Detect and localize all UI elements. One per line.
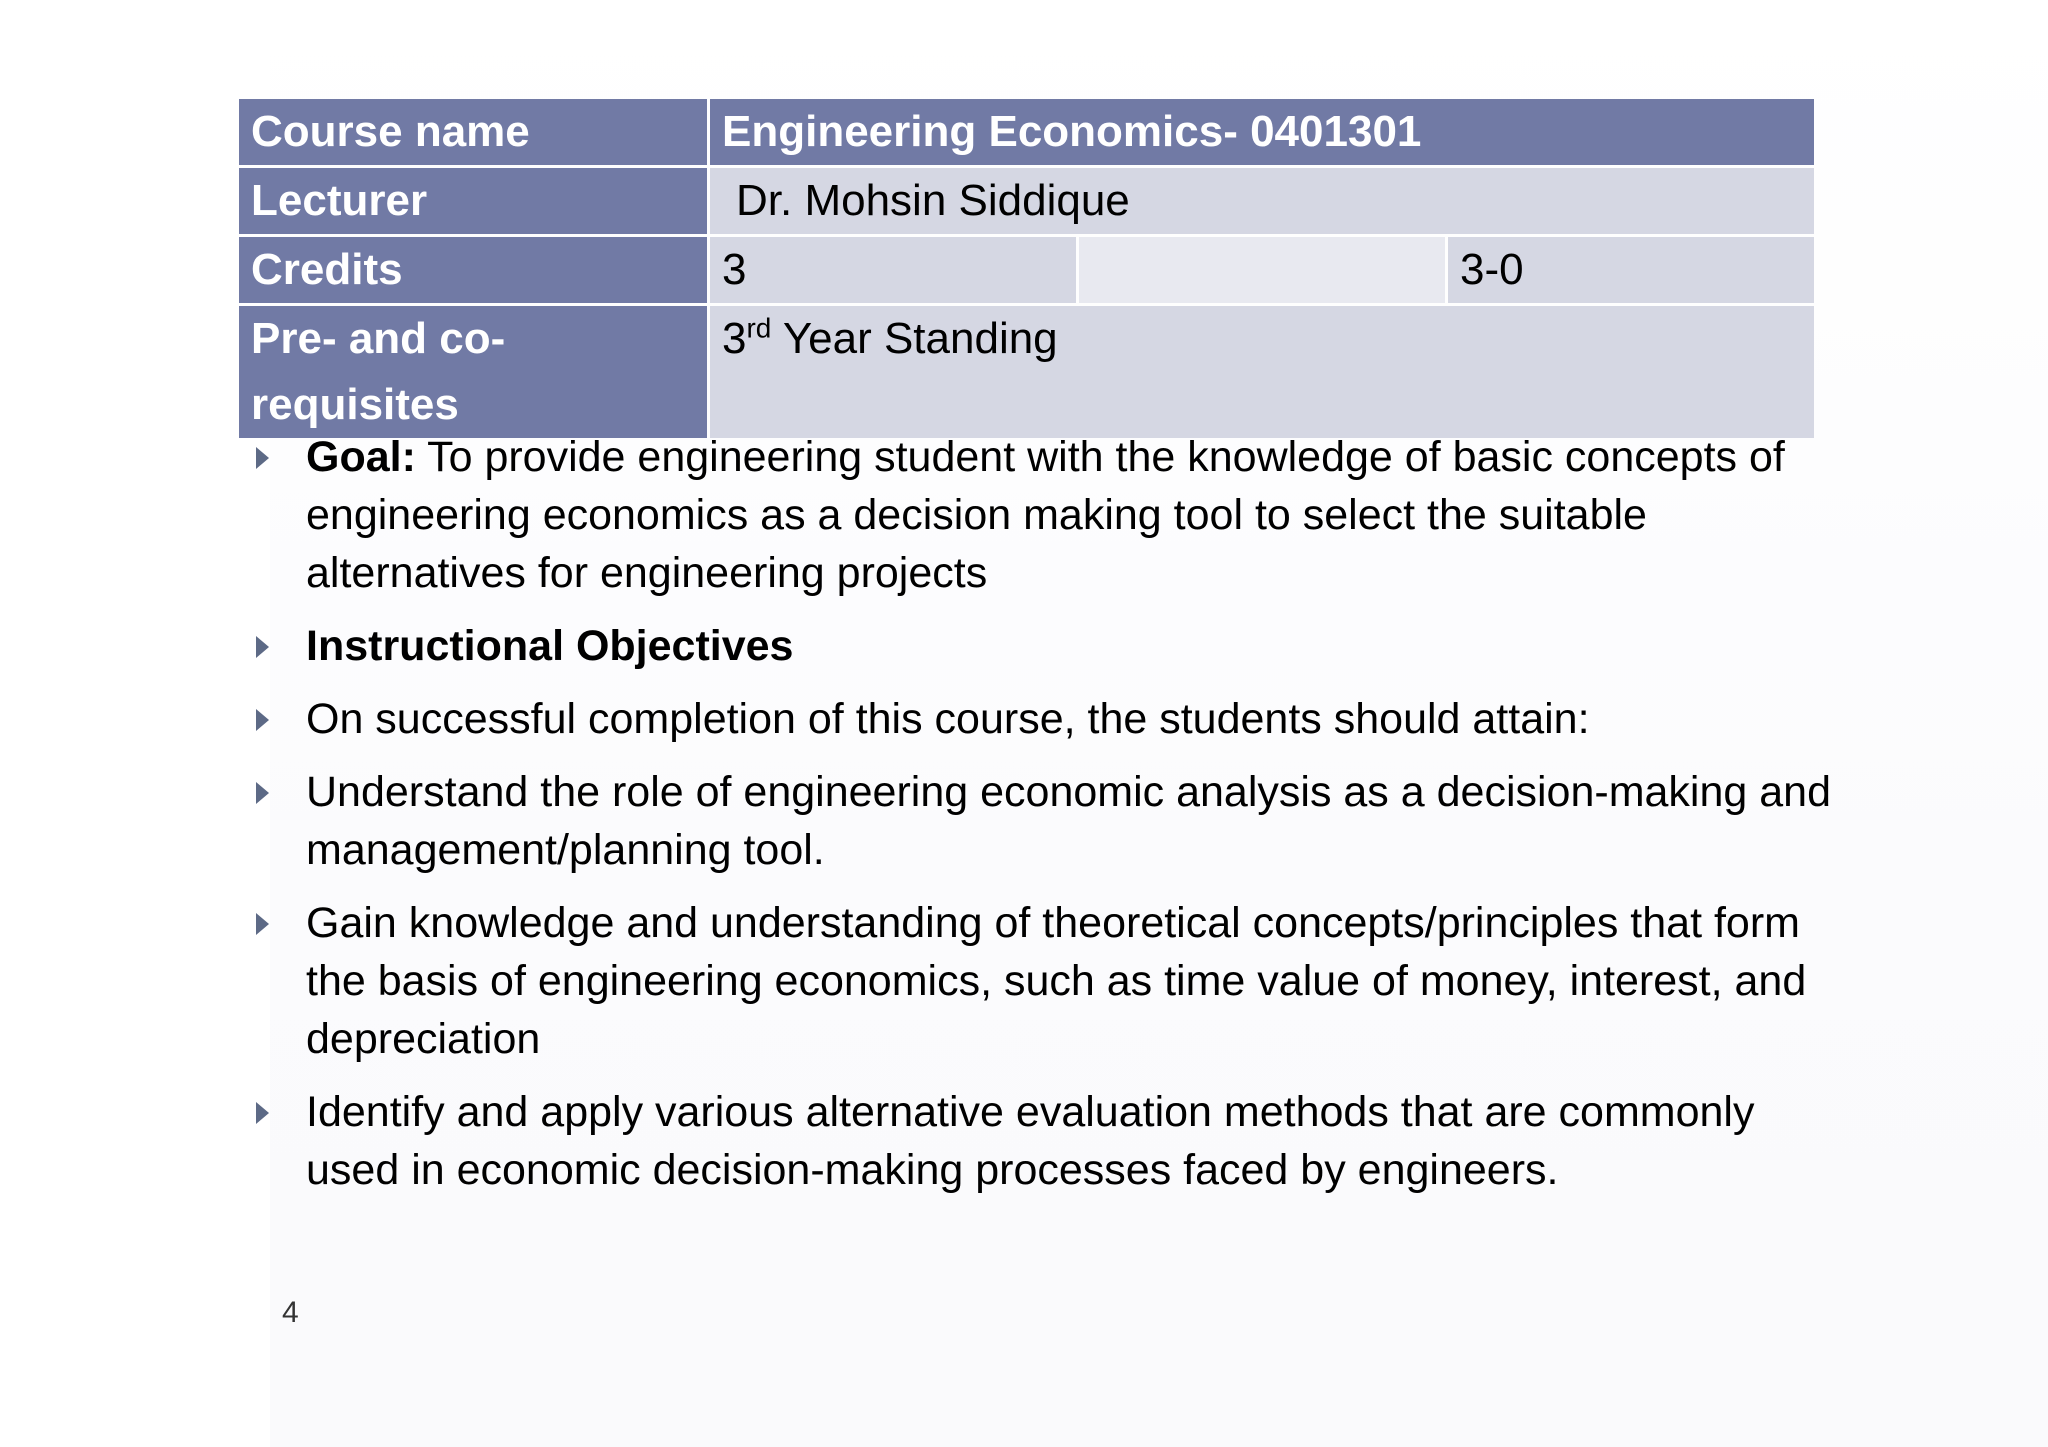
- objectives-list: [252, 428, 1832, 1214]
- table-row-prerequisites: [239, 306, 1814, 438]
- triangle-right-icon: [256, 709, 269, 731]
- prerequisites-year-text: Year Standing: [782, 314, 1058, 363]
- course-name-label: Course name: [239, 99, 707, 165]
- triangle-right-icon: [256, 636, 269, 658]
- triangle-right-icon: [256, 1102, 269, 1124]
- list-item-instructional-objectives: [252, 617, 1832, 675]
- prerequisites-year-number: 3: [722, 314, 747, 363]
- course-name-value: Engineering Economics- 0401301: [710, 99, 1814, 165]
- lecturer-label: Lecturer: [239, 168, 707, 234]
- list-item-understand-role: [252, 763, 1832, 879]
- list-item-identify-apply: [252, 1083, 1832, 1199]
- credits-label: Credits: [239, 237, 707, 303]
- credits-middle-cell: [1079, 237, 1445, 303]
- list-item-goal: [252, 428, 1832, 602]
- triangle-right-icon: [256, 447, 269, 469]
- credits-value: 3: [710, 237, 1076, 303]
- goal-bold-label: Goal:: [306, 433, 416, 481]
- list-item-completion-intro: [252, 690, 1832, 748]
- prerequisites-label: Pre- and co-requisites: [239, 306, 707, 438]
- understand-role-text: Understand the role of engineering economic analysis as a decision-making and management/planning tool.: [306, 768, 1832, 874]
- prerequisites-year-suffix: rd: [746, 312, 772, 344]
- triangle-right-icon: [256, 782, 269, 804]
- table-row-lecturer: [239, 168, 1814, 234]
- completion-intro-text: On successful completion of this course, the students should attain:: [306, 695, 1590, 743]
- prerequisites-value: [710, 306, 1814, 438]
- credits-split-value: 3-0: [1448, 237, 1814, 303]
- goal-text: To provide engineering student with the knowledge of basic concepts of engineering economics as a decision making tool to select the suitable alternatives for engineering projects: [306, 433, 1785, 597]
- gain-knowledge-text: Gain knowledge and understanding of theoretical concepts/principles that form the basis of engineering economics, such as time value of money, interest, and depreciation: [306, 899, 1807, 1063]
- identify-apply-text: Identify and apply various alternative evaluation methods that are commonly used in economic decision-making processes faced by engineers.: [306, 1088, 1755, 1194]
- list-item-gain-knowledge: [252, 894, 1832, 1068]
- page-number: 4: [282, 1296, 299, 1329]
- table-row-credits: [239, 237, 1814, 303]
- instructional-objectives-heading: Instructional Objectives: [306, 622, 794, 670]
- triangle-right-icon: [256, 913, 269, 935]
- lecturer-value: Dr. Mohsin Siddique: [710, 168, 1814, 234]
- table-row-course-name: [239, 99, 1814, 165]
- course-info-table: [236, 96, 1817, 441]
